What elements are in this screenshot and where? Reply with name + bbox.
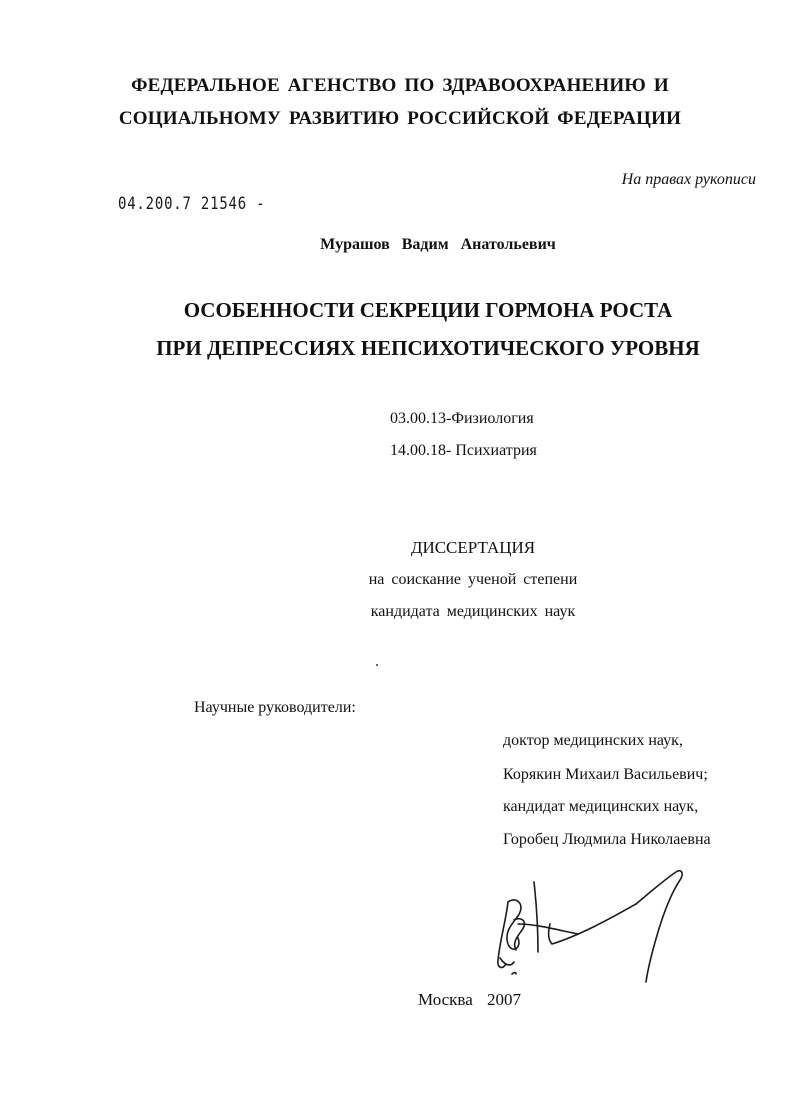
degree-line-2: кандидата медицинских наук — [370, 603, 576, 620]
author-name: Мурашов Вадим Анатольевич — [320, 236, 556, 253]
dissertation-title-line-1: ОСОБЕННОСТИ СЕКРЕЦИИ ГОРМОНА РОСТА — [183, 298, 673, 322]
agency-line-1: ФЕДЕРАЛЬНОЕ АГЕНСТВО ПО ЗДРАВООХРАНЕНИЮ И — [131, 75, 669, 96]
city-year-footer — [418, 990, 521, 1010]
supervisor-line: Горобец Людмила Николаевна — [503, 831, 711, 848]
year: 2007 — [487, 990, 522, 1009]
dissertation-title-line-2: ПРИ ДЕПРЕССИЯХ НЕПСИХОТИЧЕСКОГО УРОВНЯ — [156, 336, 700, 360]
scan-speck — [376, 664, 378, 666]
dissertation-label: ДИССЕРТАЦИЯ — [410, 538, 536, 557]
supervisor-line: Корякин Михаил Васильевич; — [503, 766, 708, 783]
degree-line-1: на соискание ученой степени — [368, 571, 578, 588]
supervisors-label: Научные руководители: — [194, 699, 356, 716]
signature-icon — [478, 860, 698, 985]
specialty-code: 03.00.13-Физиология — [390, 410, 534, 427]
manuscript-note: На правах рукописи — [621, 171, 756, 188]
city: Москва — [418, 990, 473, 1009]
agency-line-2: СОЦИАЛЬНОМУ РАЗВИТИЮ РОССИЙСКОЙ ФЕДЕРАЦИИ — [118, 108, 682, 129]
archive-stamp-number: 04.200.7 21546 - — [118, 194, 266, 214]
supervisor-line: кандидат медицинских наук, — [503, 798, 699, 815]
supervisor-line: доктор медицинских наук, — [503, 732, 683, 749]
specialty-code: 14.00.18- Психиатрия — [390, 442, 537, 459]
